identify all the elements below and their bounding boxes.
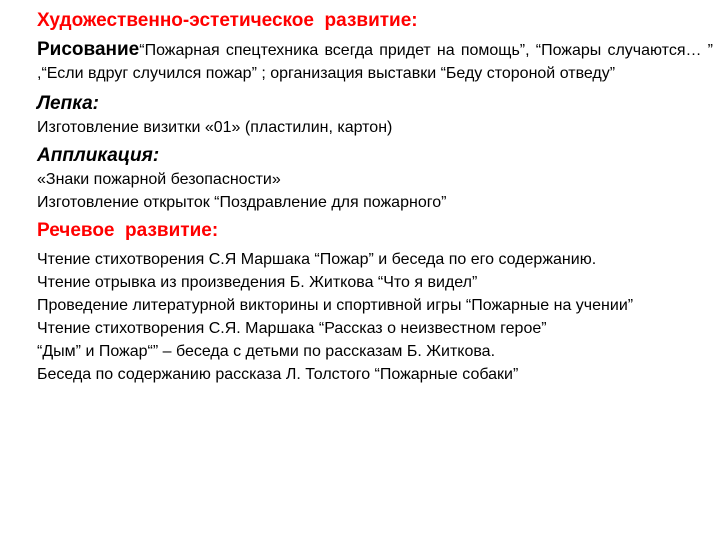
- modeling-text: Изготовление визитки «01» (пластилин, картон): [37, 119, 393, 136]
- list-item: Чтение отрывка из произведения Б. Житкова “Что я видел”: [37, 274, 478, 291]
- list-item: Беседа по содержанию рассказа Л. Толстого “Пожарные собаки”: [37, 366, 519, 383]
- applique-heading: Аппликация:: [37, 145, 160, 166]
- list-item: Проведение литературной викторины и спортивной игры “Пожарные на учении”: [37, 297, 634, 314]
- list-item: Чтение стихотворения С.Я. Маршака “Рассказ о неизвестном герое”: [37, 320, 547, 337]
- list-item: “Дым” и Пожар“” – беседа с детьми по рассказам Б. Житкова.: [37, 343, 496, 360]
- applique-line-1: «Знаки пожарной безопасности»: [37, 171, 281, 188]
- art-development-heading: Художественно-эстетическое развитие:: [37, 10, 418, 31]
- drawing-label: Рисование: [37, 39, 140, 60]
- applique-line-2: Изготовление открыток “Поздравление для пожарного”: [37, 194, 447, 211]
- list-item: Чтение стихотворения С.Я Маршака “Пожар” и беседа по его содержанию.: [37, 251, 597, 268]
- speech-development-heading: Речевое развитие:: [37, 220, 219, 241]
- drawing-paragraph: [37, 38, 713, 85]
- modeling-heading: Лепка:: [37, 93, 99, 114]
- slide-content: [37, 8, 713, 386]
- drawing-text: “Пожарная спецтехника всегда придет на помощь”, “Пожары случаются… ” ,“Если вдруг случился пожар” ; организация выставки “Беду стороной отведу”: [37, 42, 713, 82]
